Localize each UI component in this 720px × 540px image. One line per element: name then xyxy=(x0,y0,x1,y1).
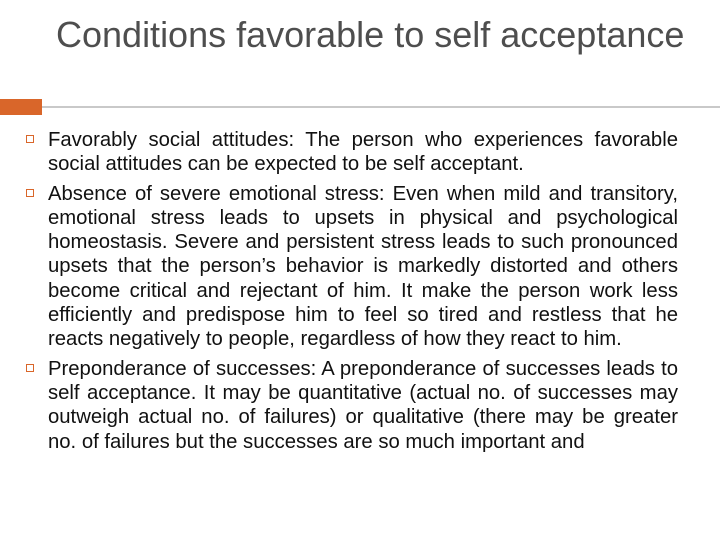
title-divider xyxy=(42,106,720,108)
slide-title: Conditions favorable to self acceptance xyxy=(56,14,685,55)
square-bullet-icon xyxy=(26,135,34,143)
square-bullet-icon xyxy=(26,189,34,197)
bullet-text: Preponderance of successes: A preponderance of successes leads to self acceptance. It may be quantitative (actual no. of successes may outweigh actual no. of failures) or qualitative (there may be greater no. of failures but the successes are so much important and xyxy=(48,357,678,453)
bullet-item xyxy=(26,128,678,177)
bullet-text: Absence of severe emotional stress: Even when mild and transitory, emotional stress leads to upsets in physical and psychological homeostasis. Severe and persistent stress leads to such pronounced upsets that the person’s behavior is markedly distorted and others become critical and rejectant of him. It make the person work less efficiently and predispose him to feel so tired and restless that he reacts negatively to people, regardless of how they react to him. xyxy=(48,182,678,351)
square-bullet-icon xyxy=(26,364,34,372)
bullet-item xyxy=(26,357,678,454)
bullet-item xyxy=(26,182,678,352)
accent-bar xyxy=(0,99,42,115)
bullet-list xyxy=(26,128,678,459)
bullet-text: Favorably social attitudes: The person who experiences favorable social attitudes can be expected to be self acceptant. xyxy=(48,129,678,176)
